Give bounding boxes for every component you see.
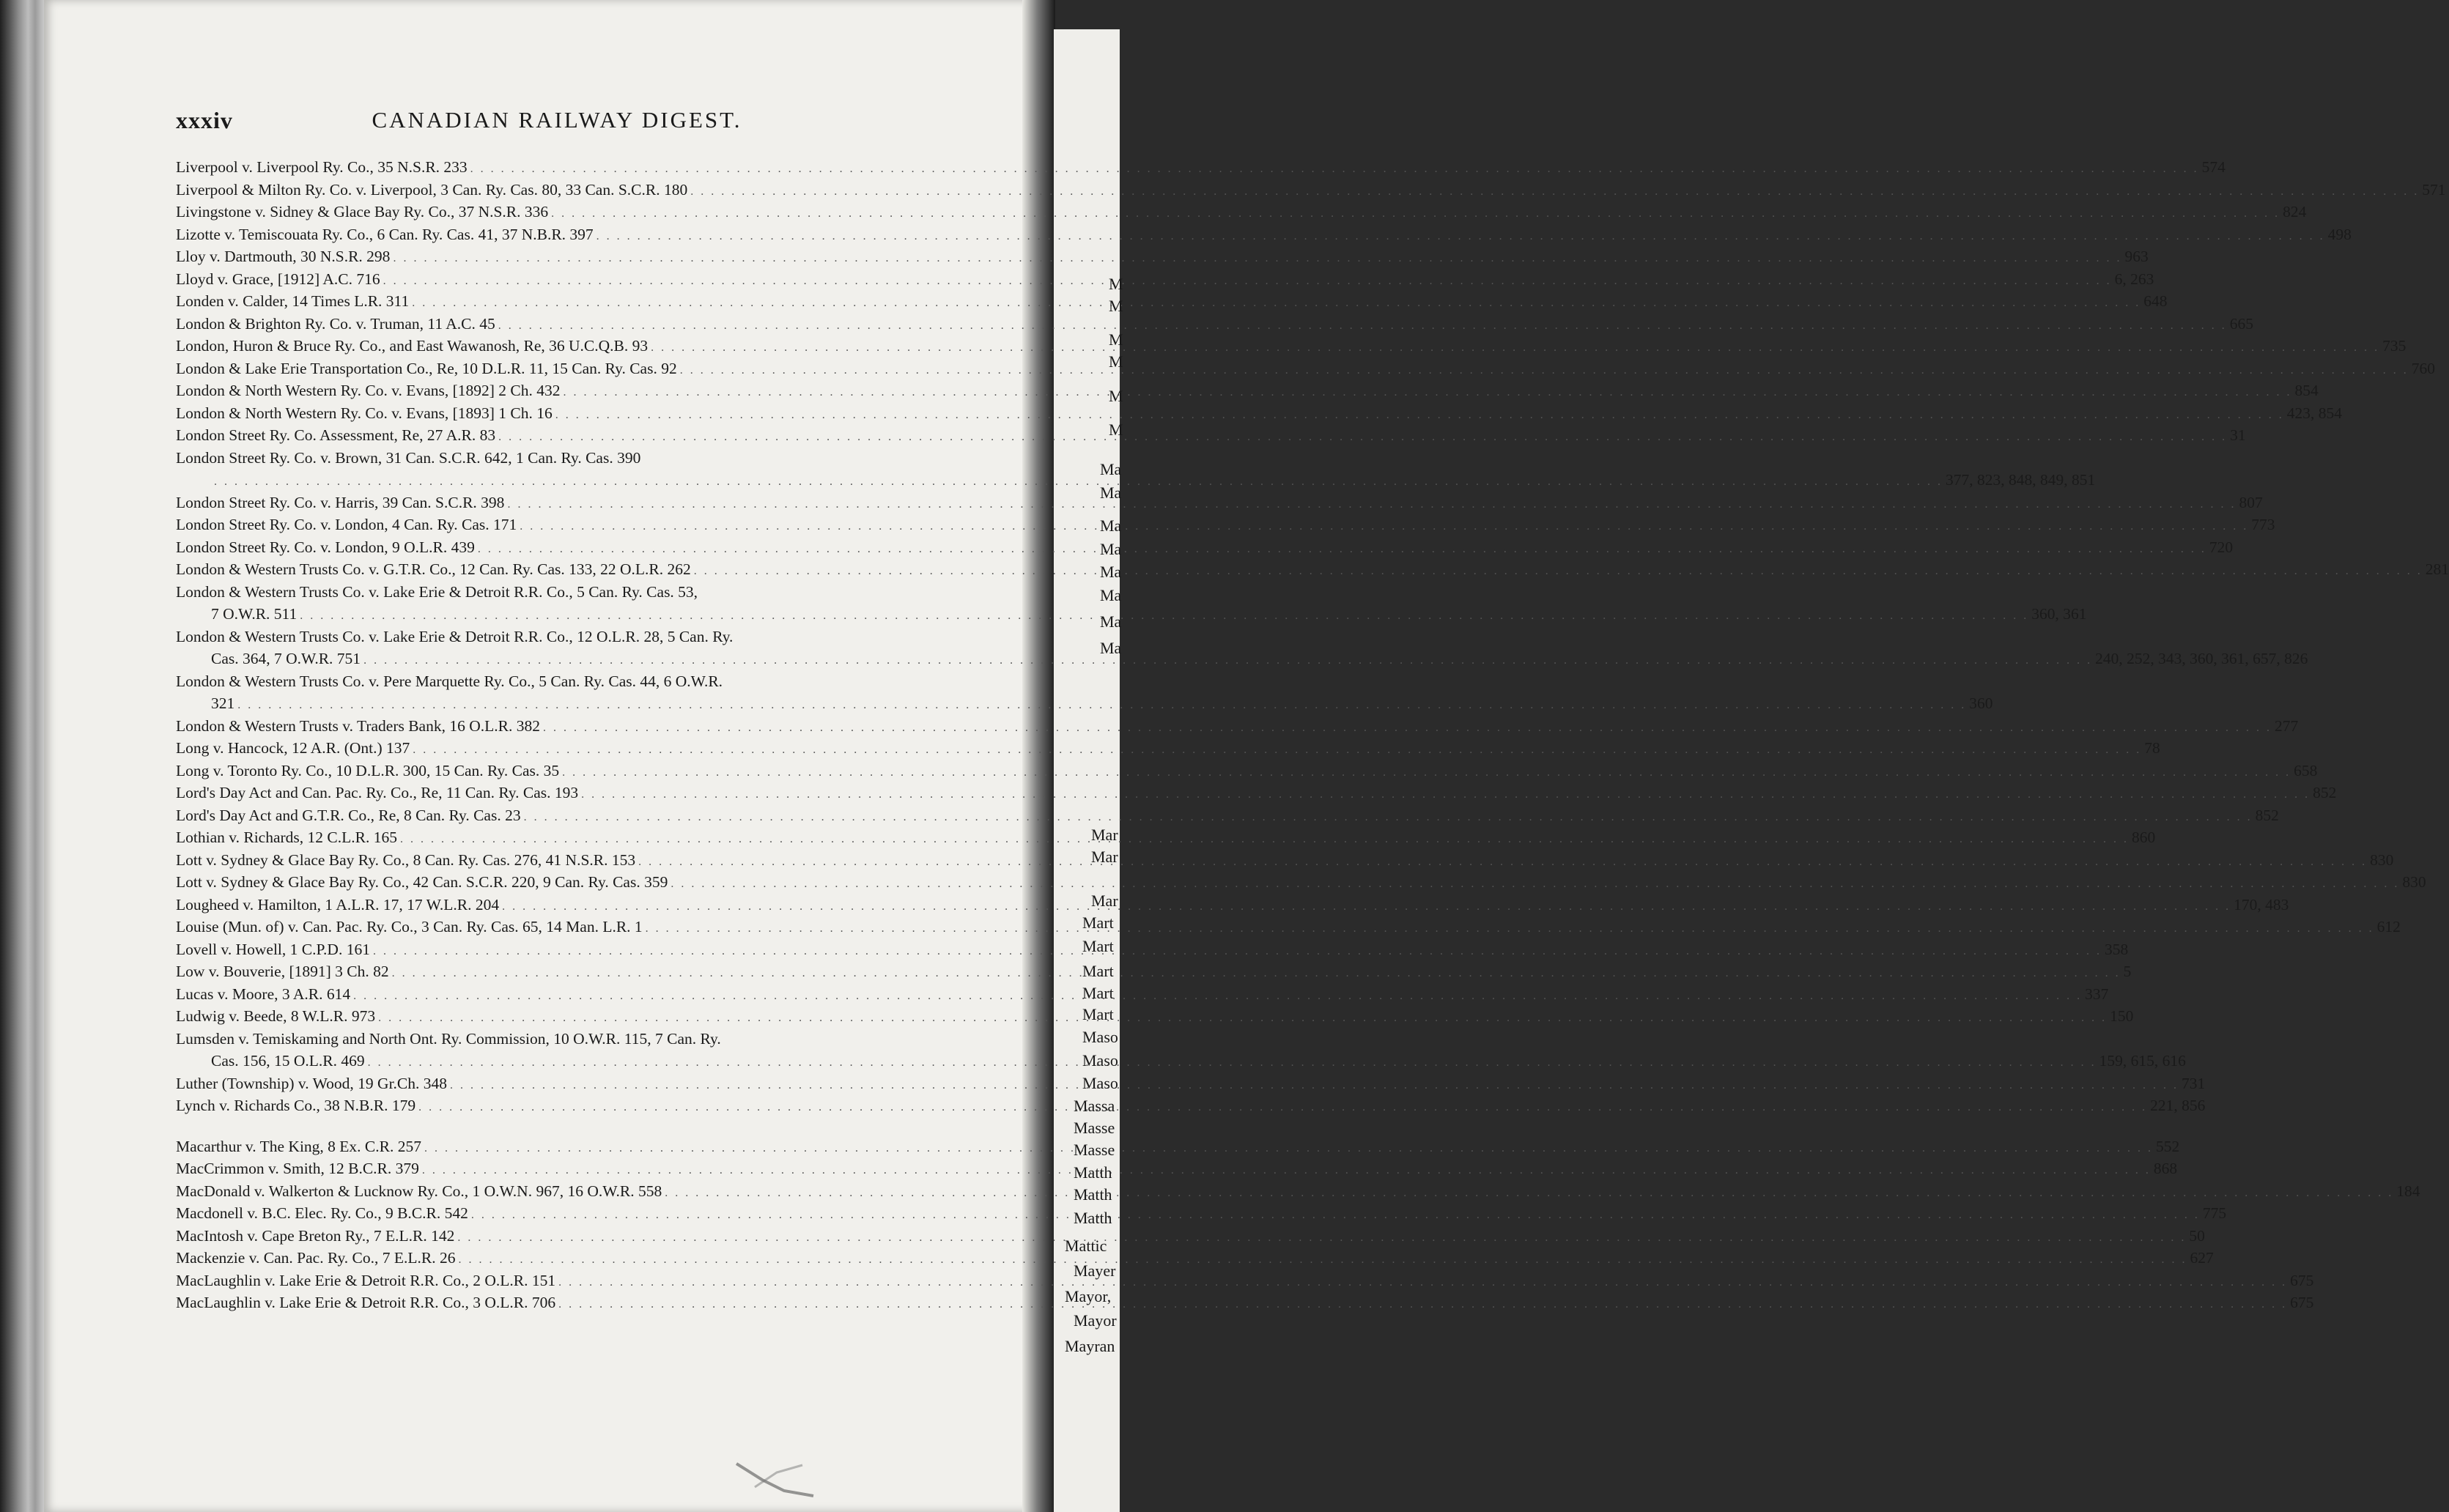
entry-citation [176,268,2154,291]
facing-page-text: Maso [1082,1051,1118,1070]
page-references: 360, 361 [2031,605,2087,623]
citation-text: MacLaughlin v. Lake Erie & Detroit R.R. Co., 3 O.L.R. 706 [176,1294,556,1311]
leader-dots [412,292,2140,315]
page-references: 159, 615, 616 [2099,1052,2186,1070]
leader-dots [651,337,2379,360]
citation-text: Long v. Toronto Ry. Co., 10 D.L.R. 300, 15 Can. Ry. Cas. 35 [176,761,560,779]
leader-dots [363,650,2092,672]
facing-page-text: Mayer [1074,1261,1116,1280]
facing-page-text: M [1109,297,1123,315]
facing-page-text: Ma [1100,460,1122,478]
index-entry [176,290,2168,313]
entry-citation [176,156,2225,179]
page-references: 574 [2201,158,2225,176]
leader-dots [680,360,2409,382]
index-entry [176,313,2254,336]
facing-page-text: M [1109,352,1123,371]
page-references: 627 [2190,1249,2214,1267]
index-entry [176,379,2319,402]
citation-text: 7 O.W.R. 511 [211,605,298,623]
entry-citation [176,581,938,604]
citation-text: London Street Ry. Co. Assessment, Re, 27 A.R. 83 [176,426,496,444]
leader-dots [471,1204,2200,1227]
entry-citation [176,402,2343,425]
entry-citation [176,447,938,470]
leader-dots [520,516,2248,538]
index-entry [176,179,2446,201]
leader-dots [457,1227,2186,1250]
page-references: 498 [2327,225,2352,243]
leader-dots [418,1097,2147,1119]
citation-text: Lumsden v. Temiskaming and North Ont. Ry. Commission, 10 O.W.R. 115, 7 Can. Ry. [176,1029,721,1048]
index-entry [176,156,2225,179]
section-gap [176,1117,938,1135]
facing-page-text: M [1109,330,1123,349]
entry-citation [176,290,2168,313]
facing-page-text: Maso [1082,1028,1118,1046]
facing-page-text: Maso [1082,1074,1118,1092]
citation-text: Liverpool & Milton Ry. Co. v. Liverpool, 3 Can. Ry. Cas. 80, 33 Can. S.C.R. 180 [176,180,688,199]
leader-dots [638,851,2367,874]
page-references: 281 [2425,560,2449,578]
page-references: 221, 856 [2150,1097,2206,1114]
index-entry [176,715,2299,738]
entry-citation [176,379,2319,402]
book-left-edge [0,0,47,1512]
facing-page-text: Mayran [1065,1337,1115,1355]
page-references: 854 [2294,382,2319,399]
page-references: 675 [2290,1294,2314,1311]
page-references: 170, 483 [2234,895,2289,914]
page-references: 240, 252, 343, 360, 361, 657, 826 [2095,650,2308,667]
page-number: xxxiv [176,107,233,133]
entry-citation [176,245,2149,268]
citation-text: London & North Western Ry. Co. v. Evans, [1892] 2 Ch. 432 [176,382,561,399]
page-references: 377, 823, 848, 849, 851 [1946,471,2096,489]
index-entry [176,402,2343,425]
page-references: 760 [2411,359,2435,377]
citation-text: Macdonell v. B.C. Elec. Ry. Co., 9 B.C.R. 542 [176,1204,468,1222]
citation-text: London Street Ry. Co. v. London, 9 O.L.R. 439 [176,538,475,556]
page-references: 184 [2396,1182,2420,1200]
entry-citation [176,1247,2214,1270]
entry-citation [176,782,2337,804]
citation-text: Lovell v. Howell, 1 C.P.D. 161 [176,940,370,958]
facing-page-text: Mar [1091,826,1118,844]
page-references: 658 [2294,761,2318,779]
facing-page-text: Ma [1100,563,1122,581]
citation-text: 321 [211,694,235,712]
leader-dots [393,248,2121,270]
facing-page-text: M [1109,275,1123,293]
citation-text: Long v. Hancock, 12 A.R. (Ont.) 137 [176,739,410,757]
facing-page-text: Mar [1091,848,1118,866]
leader-dots [368,1052,2097,1075]
page-references: 735 [2382,337,2406,355]
entry-citation [176,1028,938,1050]
facing-page-text: Ma [1100,586,1122,604]
leader-dots [543,717,2272,740]
entry-citation [176,715,2299,738]
entry-citation [176,871,2426,894]
page-references: 824 [2283,203,2307,220]
entry-citation [176,223,2352,246]
citation-text: Ludwig v. Beede, 8 W.L.R. 973 [176,1007,376,1025]
entry-citation [176,670,938,693]
citation-text: MacCrimmon v. Smith, 12 B.C.R. 379 [176,1160,419,1177]
page-references: 31 [2230,426,2246,444]
citation-text: London Street Ry. Co. v. Brown, 31 Can. S.C.R. 642, 1 Can. Ry. Cas. 390 [176,448,641,467]
leader-dots [214,471,1943,494]
page-references: 675 [2290,1271,2314,1289]
page-references: 731 [2182,1074,2206,1092]
entry-citation [176,335,2406,357]
index-entry [176,782,2337,804]
citation-text: Lott v. Sydney & Glace Bay Ry. Co., 42 Can. S.C.R. 220, 9 Can. Ry. Cas. 359 [176,873,668,891]
citation-text: London & Western Trusts Co. v. G.T.R. Co., 12 Can. Ry. Cas. 133, 22 O.L.R. 262 [176,560,691,578]
entry-citation [176,737,2160,760]
leader-dots [507,494,2236,516]
facing-page-text: M [1109,420,1123,439]
page-references: 612 [2376,918,2401,935]
citation-text: MacLaughlin v. Lake Erie & Detroit R.R. Co., 2 O.L.R. 151 [176,1271,556,1289]
citation-text: Lucas v. Moore, 3 A.R. 614 [176,985,351,1003]
leader-dots [671,873,2399,896]
leader-dots [498,426,2227,449]
leader-dots [564,382,2292,404]
index-entry [176,670,1993,715]
facing-page-text: Mart [1082,984,1114,1002]
leader-dots [690,181,2419,204]
facing-page-text: Ma [1100,540,1122,558]
citation-text: Lothian v. Richards, 12 C.L.R. 165 [176,829,397,846]
citation-text: Lord's Day Act and Can. Pac. Ry. Co., Re, 11 Can. Ry. Cas. 193 [176,784,579,801]
entry-citation [176,201,2307,223]
citation-text: Macarthur v. The King, 8 Ex. C.R. 257 [176,1137,421,1155]
citation-text: Livingstone v. Sidney & Glace Bay Ry. Co., 37 N.S.R. 336 [176,203,549,220]
leader-dots [392,963,2121,985]
facing-page-text: Ma [1100,639,1122,657]
entry-citation [176,626,938,648]
facing-page-text: Mart [1082,914,1114,932]
citation-text: Lloy v. Dartmouth, 30 N.S.R. 298 [176,248,391,265]
page-references: 868 [2153,1160,2178,1177]
entry-citation [176,804,2279,827]
index-entry [176,357,2435,380]
page-references: 648 [2143,292,2168,310]
citation-text: Lott v. Sydney & Glace Bay Ry. Co., 8 Can. Ry. Cas. 276, 41 N.S.R. 153 [176,850,636,869]
citation-text: Lynch v. Richards Co., 38 N.B.R. 179 [176,1097,416,1114]
facing-page-text: Mayor, [1065,1287,1112,1305]
facing-page-text: M [1109,387,1123,405]
page-references: 852 [2255,806,2279,824]
leader-dots [646,918,2374,941]
leader-dots [353,985,2082,1008]
leader-dots [551,203,2280,226]
entry-citation [176,179,2446,201]
leader-dots [478,538,2206,561]
facing-page-text: Mart [1082,1005,1114,1023]
leader-dots [558,1272,2287,1294]
page-references: 6, 263 [2114,270,2154,288]
citation-text: London & North Western Ry. Co. v. Evans, [1893] 1 Ch. 16 [176,404,553,422]
citation-text: London & Western Trusts Co. v. Lake Erie & Detroit R.R. Co., 5 Can. Ry. Cas. 53, [176,582,698,601]
facing-page-text: Ma [1100,483,1122,502]
page-header [176,107,938,136]
citation-text: Lloyd v. Grace, [1912] A.C. 716 [176,270,380,288]
index-entry [176,737,2160,760]
leader-dots [524,807,2253,829]
leader-dots [459,1249,2187,1272]
citation-text: London Street Ry. Co. v. Harris, 39 Can. S.C.R. 398 [176,493,505,511]
facing-page-text: Matth [1074,1209,1112,1227]
page-references: 773 [2251,516,2275,533]
citation-text: Lord's Day Act and G.T.R. Co., Re, 8 Can. Ry. Cas. 23 [176,806,521,824]
page-references: 860 [2131,829,2156,846]
leader-dots [694,560,2423,583]
leader-dots [300,605,2028,628]
page-references: 720 [2209,538,2234,556]
index-entry [176,335,2406,357]
leader-dots [558,1294,2287,1316]
leader-dots [450,1075,2179,1097]
index-entry [176,223,2352,246]
index-entry [176,424,2246,447]
citation-text: Luther (Township) v. Wood, 19 Gr.Ch. 348 [176,1074,448,1092]
leader-dots [502,896,2231,919]
citation-text: Louise (Mun. of) v. Can. Pac. Ry. Co., 3 Can. Ry. Cas. 65, 14 Man. L.R. 1 [176,918,643,935]
running-title: CANADIAN RAILWAY DIGEST. [372,107,742,133]
citation-text: London, Huron & Bruce Ry. Co., and East Wawanosh, Re, 36 U.C.Q.B. 93 [176,337,649,355]
leader-dots [383,270,2112,293]
page-references: 360 [1969,694,1993,712]
citation-text: MacIntosh v. Cape Breton Ry., 7 E.L.R. 142 [176,1226,455,1245]
citation-text: Mackenzie v. Can. Pac. Ry. Co., 7 E.L.R. 26 [176,1249,456,1267]
page-references: 963 [2124,248,2149,265]
page-references: 337 [2085,985,2109,1003]
facing-page-text: Matth [1074,1163,1112,1182]
leader-dots [596,226,2325,248]
page-references: 78 [2144,739,2160,757]
citation-text: Cas. 364, 7 O.W.R. 751 [211,650,361,667]
page-references: 5 [2123,963,2132,980]
citation-text: Lizotte v. Temiscouata Ry. Co., 6 Can. Ry. Cas. 41, 37 N.B.R. 397 [176,225,594,243]
citation-text: London & Western Trusts Co. v. Pere Marquette Ry. Co., 5 Can. Ry. Cas. 44, 6 O.W.R. [176,672,723,690]
leader-dots [373,941,2102,963]
page-references: 775 [2202,1204,2227,1222]
leader-dots [555,404,2284,427]
page-references: 807 [2239,493,2263,511]
leader-dots [498,315,2227,338]
scan-blemish [733,1458,821,1502]
page-references: 830 [2370,850,2394,869]
page-references: 358 [2104,940,2129,958]
citation-text: London Street Ry. Co. v. London, 4 Can. Ry. Cas. 171 [176,516,517,533]
entry-citation-continued [176,692,1993,715]
index-entry [176,268,2154,291]
citation-text: London & Western Trusts Co. v. Lake Erie & Detroit R.R. Co., 12 O.L.R. 28, 5 Can. Ry. [176,627,734,645]
leader-dots [422,1160,2151,1182]
leader-dots [581,784,2310,807]
entry-citation [176,357,2435,380]
facing-page-text: Matth [1074,1185,1112,1204]
entry-citation [176,424,2246,447]
facing-page-text: Mart [1082,962,1114,980]
page-references: 150 [2110,1007,2134,1025]
index-entry [176,245,2149,268]
leader-dots [665,1182,2393,1205]
citation-text: Liverpool v. Liverpool Ry. Co., 35 N.S.R. 233 [176,158,468,176]
facing-page-text: Ma [1100,612,1122,631]
citation-text: Lougheed v. Hamilton, 1 A.L.R. 17, 17 W.L.R. 204 [176,895,500,914]
citation-text: London & Brighton Ry. Co. v. Truman, 11 A.C. 45 [176,314,495,333]
citation-text: London & Western Trusts v. Traders Bank, 16 O.L.R. 382 [176,716,540,735]
index-entry [176,1247,2214,1270]
index-entry [176,760,2318,782]
entry-citation [176,760,2318,782]
index-entry [176,201,2307,223]
citation-text: Low v. Bouverie, [1891] 3 Ch. 82 [176,963,389,980]
page-references: 830 [2402,873,2426,891]
citation-text: MacDonald v. Walkerton & Lucknow Ry. Co., 1 O.W.N. 967, 16 O.W.R. 558 [176,1182,662,1200]
citation-text: Cas. 156, 15 O.L.R. 469 [211,1052,365,1070]
leader-dots [400,829,2129,851]
leader-dots [470,158,2199,181]
facing-page-text: Mart [1082,937,1114,955]
leader-dots [237,694,1966,717]
page-references: 665 [2229,314,2254,333]
page-references: 852 [2313,784,2337,801]
facing-page-text: Massa [1074,1097,1115,1115]
leader-dots [562,762,2291,785]
leader-dots [378,1007,2107,1030]
facing-page-text: Mattic [1065,1237,1107,1255]
page-references: 423, 854 [2286,404,2343,422]
leader-dots [413,739,2141,762]
index-entry [176,804,2279,827]
citation-text: London & Lake Erie Transportation Co., Re, 10 D.L.R. 11, 15 Can. Ry. Cas. 92 [176,359,677,377]
facing-page-text: Mayor [1074,1311,1117,1330]
page-references: 50 [2189,1226,2205,1245]
facing-page-text: Mar [1091,892,1118,910]
page-references: 571 [2422,180,2446,199]
facing-page-text: Ma [1100,516,1122,535]
page-references: 277 [2274,716,2299,735]
entry-citation [176,313,2254,336]
citation-text: Londen v. Calder, 14 Times L.R. 311 [176,292,410,310]
leader-dots [424,1138,2153,1160]
facing-page-text: Masse [1074,1119,1115,1137]
facing-page-text: Masse [1074,1141,1115,1159]
page-references: 552 [2156,1137,2180,1155]
index-entry [176,871,2426,894]
